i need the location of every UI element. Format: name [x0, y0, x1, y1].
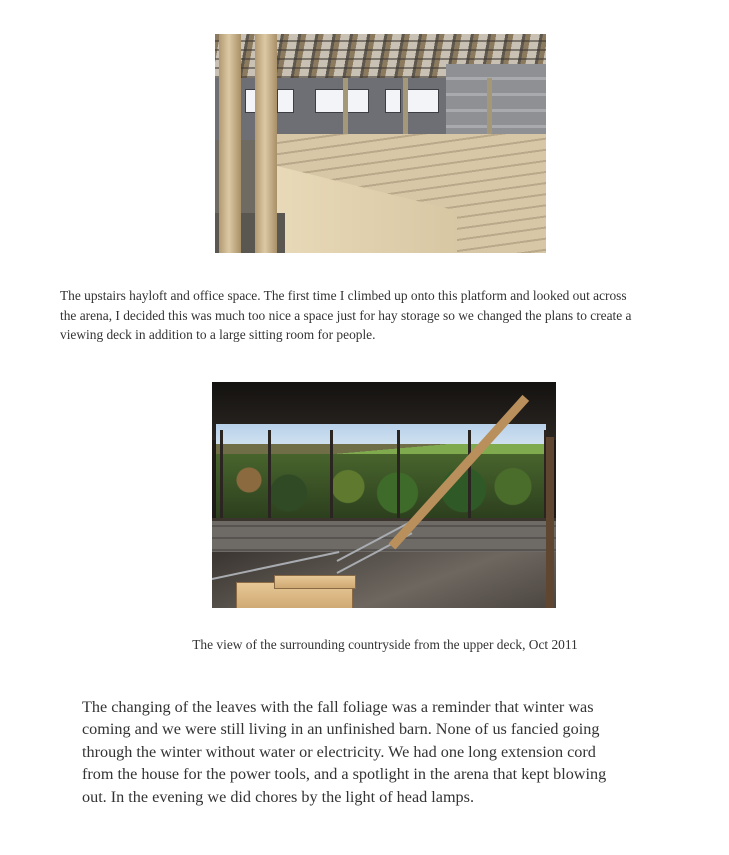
window-frame [268, 430, 271, 522]
hayloft-photo [215, 34, 546, 253]
main-post [255, 34, 277, 253]
window [407, 89, 439, 113]
window [315, 89, 369, 113]
window-frame [468, 430, 471, 522]
paragraph-line: out. In the evening we did chores by the light of head lamps. [82, 787, 475, 806]
caption-line: the arena, I decided this was much too nice a space just for hay storage so we changed the plans to create a [60, 307, 632, 323]
caption-line: viewing deck in addition to a large sitting room for people. [60, 327, 376, 342]
view-caption: The view of the surrounding countryside from the upper deck, Oct 2011 [192, 637, 578, 652]
window-frame [330, 430, 333, 522]
cardboard-box [274, 575, 356, 589]
window [385, 89, 401, 113]
paragraph-line: coming and we were still living in an unfinished barn. None of us fancied going [82, 720, 600, 739]
fall-trees [216, 454, 546, 519]
paragraph-line: from the house for the power tools, and a spotlight in the arena that kept blowing [82, 765, 607, 784]
window-frame [397, 430, 400, 522]
caption-line: The upstairs hayloft and office space. The first time I climbed up onto this platform and looked out across [60, 288, 627, 303]
post [546, 437, 554, 608]
hayloft-caption [60, 286, 710, 345]
countryside-view-photo [212, 382, 556, 608]
side-wall [446, 64, 546, 144]
window [277, 89, 294, 113]
body-paragraph [82, 696, 682, 808]
paragraph-line: through the winter without water or electricity. We had one long extension cord [82, 742, 596, 761]
paragraph-line: The changing of the leaves with the fall foliage was a reminder that winter was [82, 698, 594, 716]
window-frame [220, 430, 223, 522]
post [219, 34, 241, 253]
